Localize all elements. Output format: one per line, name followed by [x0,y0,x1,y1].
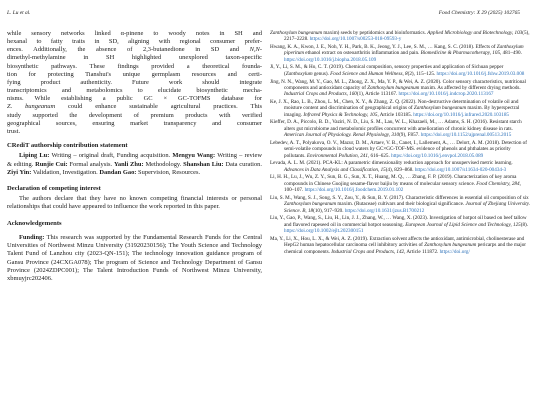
reference-italic-text: Zanthoxylum bungeanum [284,201,337,208]
author-name: Dandan Gao: [99,168,137,176]
conclusion-line [7,128,262,136]
reference-italic-text: Industrial Crops and Products, 160 [284,91,357,98]
author-name: Runjie Cui: [35,160,68,168]
reference-text: maxim. As affected by different drying methods. [419,84,521,91]
text-run: biosynthetic pathways. These findings provided a theoretical founda- [7,62,262,70]
reference-text: Ke, J. X., Rao, L. B., Zhou, L. M., Chen, X. Y., & Zhang, Z. Q. (2022). Non-destructive determination of volatile oil and moisture content and discrimination of geographical origins of [270,98,519,112]
reference-text: , Article 111872. [404,248,440,255]
reference-text: Hwang, K. A., Kwon, J. E., Noh, Y. H., Park, B. K., Jeong, Y. J., Lee, S. M., … Kang, S. C. (2018). Effects of [270,44,497,51]
text-run: nisms. While establishing a public GC × GC-TOFMS database for [7,95,262,103]
reference-italic-text: Zanthoxylum bungeanum [413,105,467,112]
reference-italic-text: Advances in Data Analysis and Classification, 15 [284,166,386,173]
references-list [270,30,530,256]
reference-entry [270,174,530,193]
doi-link[interactable]: https://doi.org/10.1631/jzus.B1700212 [344,207,425,214]
reference-text: Lebedev, A. T., Polyakova, O. V., Mazur, D. M., Artaev, V. B., Canet, I., Lallement, A., … Delort, A. M. (2018). Detection of semi-volatile compounds in cloud waters by GC×GC-TOF-MS. evidence of phenols and phthalates as priority pollutants. [270,139,527,159]
reference-entry [270,44,530,63]
text-run: study supported the development of premium products with verified [7,111,262,119]
reference-text: (1), Article 113167. [356,91,399,98]
reference-text: genus). [312,70,331,77]
author-name: Yanli Zhu: [113,160,144,168]
reference-text: (8). [520,221,529,228]
conclusion-line [7,38,262,46]
credit-heading: CRediT authorship contribution statement [7,142,128,150]
funding-label: Funding: [19,234,45,242]
reference-entry [270,140,530,159]
text-run: could enhance sustainable agricultural practices. This [55,103,262,111]
reference-text: , 100–107. [284,180,521,194]
reference-entry [270,215,530,234]
text-run: fying product authenticity. Future work should integrate [7,78,262,86]
text-run: N,N- [249,46,262,54]
reference-italic-text: Zanthoxylum piperitum [284,44,524,57]
reference-italic-text: American Journal of Physiology. Renal Physiology, 310 [284,132,400,139]
text-run: transcriptomics and metabolomics to elucidate biosynthetic mecha- [7,87,262,95]
reference-text: (5), 2217–2228. [284,30,530,43]
reference-entry [270,30,530,43]
reference-italic-text: Zanthoxylum bungeanum [367,84,420,91]
conclusion-line [7,30,262,38]
doi-link[interactable]: https://doi.org/ [439,248,470,255]
reference-text: maxim. (Rutaceae) cultivars and their biological significance. [336,201,466,208]
running-header-journal: Food Chemistry: X 29 (2025) 102765 [438,10,520,16]
contribution-text: Data curation. [223,160,263,168]
reference-italic-text: Food Science and Human Wellness, 8 [330,70,408,77]
text-run: ences. Additionally, the absence of 2,3-butanedione in SD and [7,46,250,54]
author-name: Liping Lu: [19,152,50,160]
funding-text: This research was supported by the Fundamental Research Funds for the Central Universities of Northwest Minzu University (31920230156); The Youth Science and Technology Talent Fund of Lanzhou city (2023-QN-151); The technology innovation guidance program of Gansu Province (24CXGA078); The program of Science and Technology Department of Gansu Province (2024ZDPC001); The Talent Introduction Funds of Northwest Minzu University, xbmuyjrc202406. [7,234,262,282]
conclusion-line [7,87,262,95]
reference-text: Ji, Y., Li, S. M., & Ho, C. T. (2019). Chemical composition, sensory properties and application of Sichuan pepper ( [270,64,504,77]
competing-interest-heading: Declaration of competing interest [7,184,101,192]
doi-link[interactable]: https://doi.org/10.1016/j.infrared.2020.103185 [413,111,509,118]
conclusion-line [7,112,262,120]
doi-link[interactable]: https://doi.org/10.1007/s00253-018-09593-y [309,36,402,43]
left-column [7,30,262,283]
author-name: Mengyu Wang: [172,152,216,160]
reference-text: Jing, N. N., Wang, M. Y., Gao, M. L., Zhong, Z. X., Ma, Y. P., & Wei, A. Z. (2020). Color sensory characteristics, nutritional components and antioxidant capacity of [270,78,526,91]
doi-link[interactable]: https://doi.org/10.1016/j.envpol.2018.05.089 [391,152,484,159]
reference-entry [270,64,530,77]
conclusion-line [7,103,262,111]
reference-text: (9), F857. [399,132,421,139]
reference-italic-text: Food Chemistry, 284 [476,180,520,187]
reference-text: maxim) seeds by peptidomics and bioinformatics. [322,30,428,36]
reference-text: maxim. By hyperspectral imaging. [284,105,520,118]
reference-italic-text: Applied Microbiology and Biotechnology, 103 [427,30,523,36]
conclusion-line [7,63,262,71]
reference-text: Li, H. H., Lu, J., Wu, Z. Y., Sun, B. G., Sun, X. T., Huang, M. Q., … Zhang, F. P. (2019). Characterization of key aroma compounds in Chinese Guojing sesame-flavor baijiu by means of molecular sensory science. [270,174,517,187]
conclusion-line [7,71,262,79]
contribution-text: Validation, Investigation. [31,168,100,176]
reference-text: ethanol extract on osteoarthritis inflammation and pain. [304,50,421,57]
reference-text: Ma, Y., Li, X., Hou, L. X., & Wei, A. Z. (2019). Extraction solvent affects the antioxidant, antimicrobial, cholinesterase and HepG2 human hepatocellular carcinoma cell inhibitory activities of [270,235,525,249]
reference-text: Levada, A. L. M. (2021). PCA-KL: A parametric dimensionality reduction approach for unsupervised metric learning. [270,160,513,167]
reference-italic-text: Zanthoxylum bungeanum [270,30,323,36]
reference-italic-text: Biomedicine & Pharmacotherapy, 105 [420,50,501,57]
text-run: Z. bungeanum [7,103,56,111]
conclusion-line [7,54,262,62]
reference-italic-text: Journal of Zhejiang University. Science. B, 18 [284,201,530,214]
reference-entry [270,195,530,214]
reference-text: (4), 829–868. [385,166,415,173]
reference-entry [270,236,530,255]
doi-link[interactable]: https://doi.org/10.1002/ejlt.202300151 [284,228,364,235]
reference-entry [270,160,530,173]
reference-entry [270,99,530,118]
funding-statement [7,234,262,283]
doi-link[interactable]: https://doi.org/10.1016/j.biopha.2018.05.109 [284,56,377,63]
text-run: trust. [7,127,21,135]
reference-text: Liu, Y., Gao, P., Wang, S., Liu, H., Lin, J. J., Zhang, W., … Wang, X. (2023). Investigation of hotpot oil based on beef tallow and flavored rapeseed oil in commercial hotpot seasoning. [270,215,527,228]
doi-link[interactable]: https://doi.org/10.1007/s11634-020-00434-3 [414,166,507,173]
text-run: tion for protecting Tianshui's unique germplasm resources and certi- [7,70,262,78]
contribution-text: Supervision, Resources. [136,168,201,176]
text-run: geographical sources, ensuring market transparency and consumer [7,119,262,127]
reference-italic-text: Industrial Crops and Products, 142 [331,248,405,255]
reference-text: (2), 115–125. [407,70,437,77]
conclusion-line [7,79,262,87]
doi-link[interactable]: https://doi.org/10.1016/j.foodchem.2019.01.102 [304,187,404,194]
credit-statement [7,152,262,176]
contribution-text: Writing – review & editing. [7,152,262,168]
conclusion-line [7,46,262,54]
reference-italic-text: Environmental Pollution, 241 [306,152,368,159]
running-header-authors: L. Lu et al. [7,10,31,16]
acknowledgements-heading: Acknowledgements [7,219,62,227]
contribution-text: Formal analysis. [67,160,114,168]
author-name: Shanshan Liu: [183,160,224,168]
doi-link[interactable]: https://doi.org/10.1016/j.fshw.2019.03.008 [436,70,525,77]
reference-text: Kieffer, D. A., Piccolo, B. D., Vaziri, N. D., Liu, S. M., Lau, W. L., Khazaeli, M., … Adams, S. H. (2016). Resistant starch alters gut microbiome and metabolomic profiles concurrent with amelioration of chronic kidney disease in rats. [270,119,522,132]
conclusion-line [7,95,262,103]
doi-link[interactable]: https://doi.org/10.1152/ajprenal.00513.2015 [420,132,512,139]
contribution-text: Methodology. [143,160,184,168]
doi-link[interactable]: https://doi.org/10.1016/j.indcrop.2020.113167 [398,91,494,98]
reference-text: , 616–625. [367,152,392,159]
contribution-text: Writing – original draft, Funding acquisition. [49,152,173,160]
reference-text: , Article 103185. [377,111,414,118]
reference-italic-text: Zanthoxylum [285,70,313,77]
reference-italic-text: Zanthoxylum bungeanum [424,242,477,249]
author-name: Ziyi Yin: [7,168,32,176]
reference-text: pericarps and the major chemical components. [284,242,526,255]
text-run: dimethyl-methylamine in SH highlighted unexplored taxon-specific [7,54,262,62]
reference-text: , 481–490. [500,50,522,57]
text-run: while sensory networks linked α-pinene to woody notes in SH and [7,30,262,37]
reference-entry [270,119,530,138]
reference-italic-text: Infrared Physics & Technology, 105 [303,111,378,118]
reference-entry [270,79,530,98]
reference-text: (10), 917–920. [313,207,345,214]
conclusion-paragraph [7,30,262,136]
reference-italic-text: European Journal of Lipid Science and Technology, 125 [405,221,521,228]
text-run: hexanal to fatty traits in SD, aligning with regional consumer prefer- [7,38,262,46]
conclusion-line [7,120,262,128]
reference-text: Liu, S. M., Wang, S. J., Song, S. Y., Zou, Y., & Sun, B. Y. (2017). Characteristic differences in essential oil composition of six [270,194,529,201]
competing-interest-statement: The authors declare that they have no known competing financial interests or personal relationships that could have appeared to influence the work reported in this paper. [7,195,262,211]
